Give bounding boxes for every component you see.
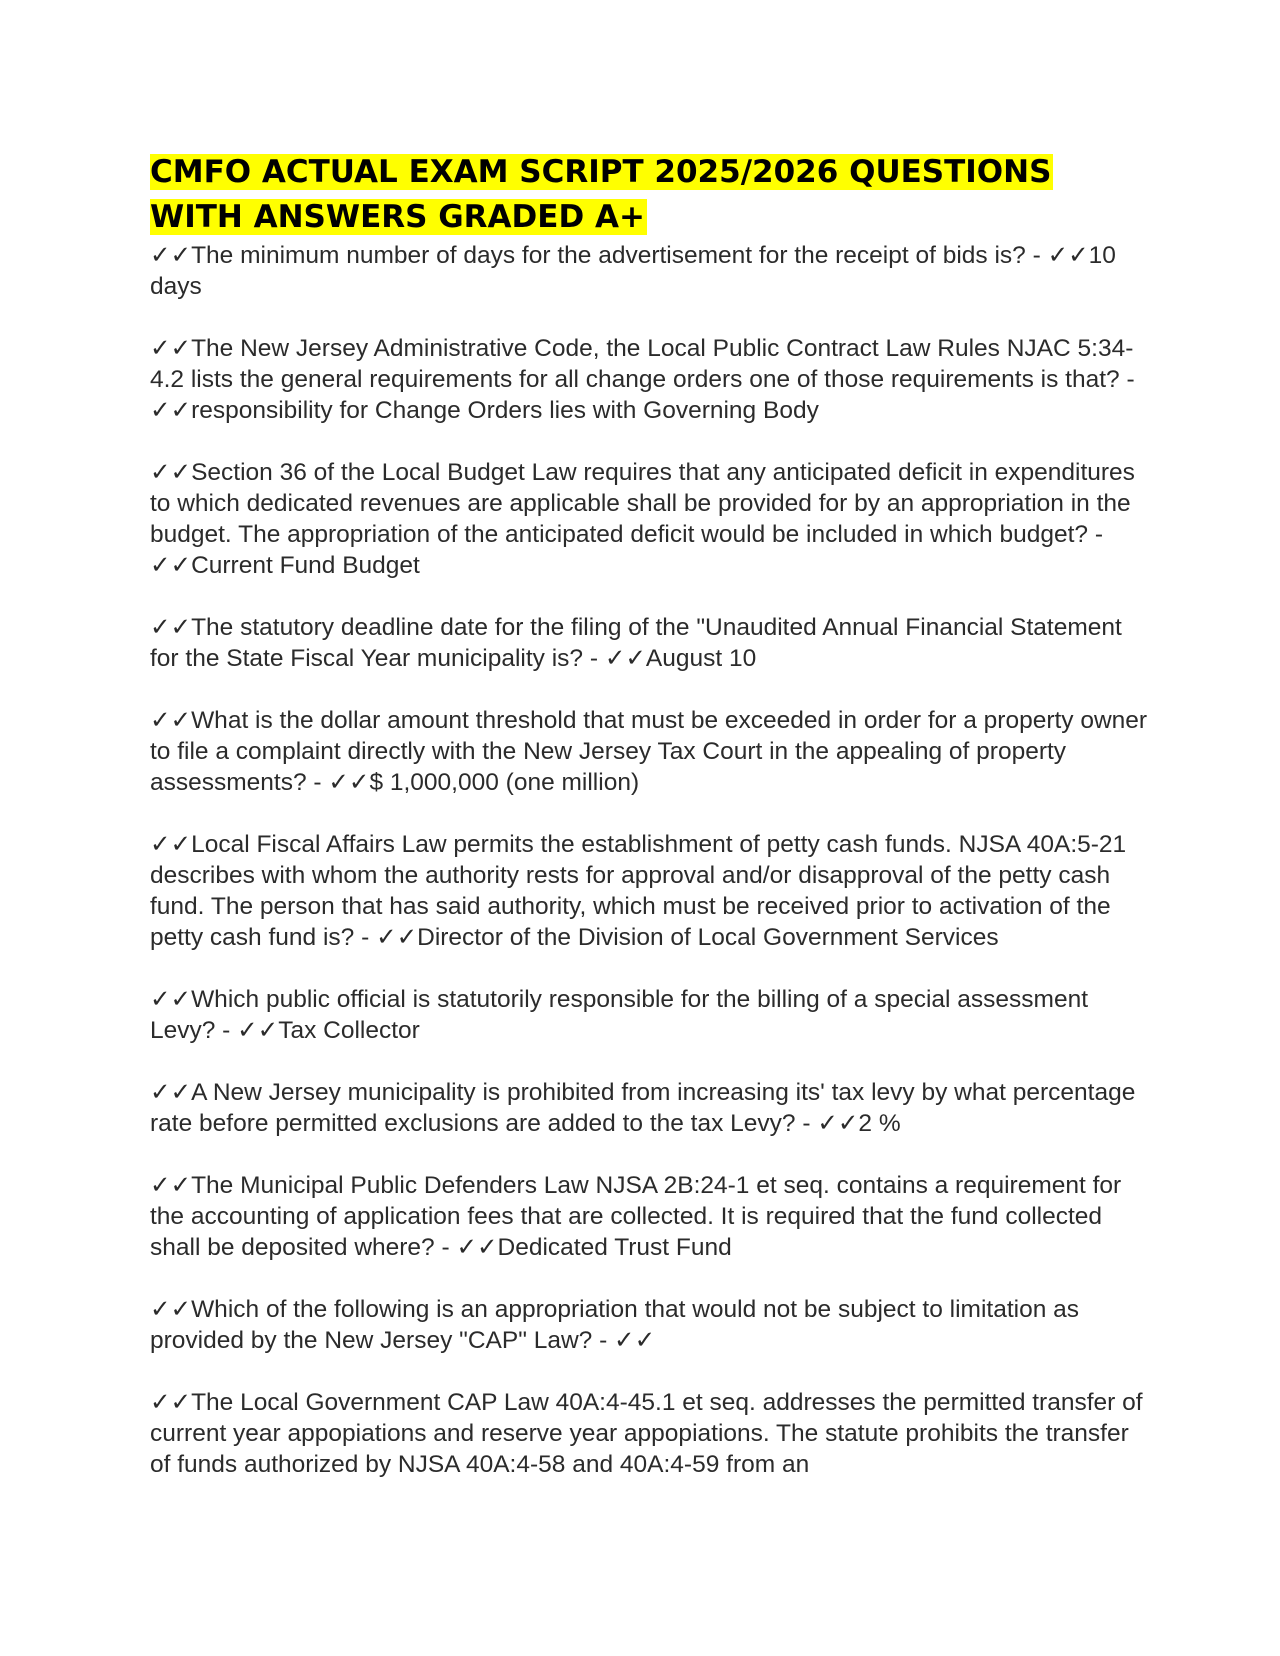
question-text: The New Jersey Administrative Code, the Local Public Contract Law Rules NJAC 5:34-4.2 lists the general requirements for all change orders one of those requirements is that? - — [150, 335, 1135, 393]
check-mark-icon: ✓✓ — [150, 1172, 192, 1199]
question-text: Local Fiscal Affairs Law permits the establishment of petty cash funds. NJSA 40A:5-21 describes with whom the authority rests for approval and/or disapproval of the petty cash fund. The person that has said authority, which must be received prior to activation of the petty cash fund is? - — [150, 831, 1127, 951]
check-mark-icon: ✓✓ — [456, 1234, 498, 1261]
check-mark-icon: ✓✓ — [604, 645, 646, 672]
answer-text: 10 days — [150, 242, 1116, 300]
question-text: The minimum number of days for the advertisement for the receipt of bids is? - — [191, 242, 1048, 269]
question-text: Which public official is statutorily responsible for the billing of a special assessment Levy? - — [150, 986, 1089, 1044]
check-mark-icon: ✓✓ — [817, 1110, 859, 1137]
answer-text: $ 1,000,000 (one million) — [369, 769, 640, 796]
qa-item — [150, 829, 1150, 953]
check-mark-icon: ✓✓ — [150, 1389, 192, 1416]
question-text: A New Jersey municipality is prohibited from increasing its' tax levy by what percentage rate before permitted exclusions are added to the tax Levy? - — [150, 1079, 1136, 1137]
check-mark-icon: ✓✓ — [328, 769, 370, 796]
check-mark-icon: ✓✓ — [150, 986, 192, 1013]
answer-text: 2 % — [858, 1110, 901, 1137]
qa-item — [150, 705, 1150, 798]
qa-item — [150, 612, 1150, 674]
qa-item — [150, 240, 1150, 302]
check-mark-icon: ✓✓ — [150, 335, 192, 362]
qa-list — [150, 240, 1150, 1480]
check-mark-icon: ✓✓ — [150, 459, 192, 486]
check-mark-icon: ✓✓ — [1047, 242, 1089, 269]
qa-item — [150, 984, 1150, 1046]
check-mark-icon: ✓✓ — [150, 1079, 192, 1106]
title-highlight: CMFO ACTUAL EXAM SCRIPT 2025/2026 QUESTIONS WITH ANSWERS GRADED A+ — [150, 154, 1052, 235]
qa-item — [150, 333, 1150, 426]
check-mark-icon: ✓✓ — [614, 1327, 656, 1354]
question-text: What is the dollar amount threshold that must be exceeded in order for a property owner to file a complaint directly with the New Jersey Tax Court in the appealing of property assessments? - — [150, 707, 1148, 796]
question-text: The Municipal Public Defenders Law NJSA 2B:24-1 et seq. contains a requirement for the accounting of application fees that are collected. It is required that the fund collected shall be deposited where? - — [150, 1172, 1122, 1261]
check-mark-icon: ✓✓ — [237, 1017, 279, 1044]
document-page — [150, 150, 1150, 1511]
document-title — [150, 150, 1150, 240]
qa-item — [150, 457, 1150, 581]
check-mark-icon: ✓✓ — [150, 242, 192, 269]
question-text: Section 36 of the Local Budget Law requires that any anticipated deficit in expenditures to which dedicated revenues are applicable shall be provided for by an appropriation in the budget. The appropriation of the anticipated deficit would be included in which budget? - — [150, 459, 1135, 548]
qa-item — [150, 1387, 1150, 1480]
qa-item — [150, 1170, 1150, 1263]
check-mark-icon: ✓✓ — [150, 614, 192, 641]
check-mark-icon: ✓✓ — [150, 831, 192, 858]
answer-text: Tax Collector — [278, 1017, 420, 1044]
qa-item — [150, 1294, 1150, 1356]
answer-text: Director of the Division of Local Government Services — [417, 924, 999, 951]
answer-text: Dedicated Trust Fund — [497, 1234, 732, 1261]
check-mark-icon: ✓✓ — [150, 397, 192, 424]
answer-text: responsibility for Change Orders lies with Governing Body — [191, 397, 819, 424]
question-text: The statutory deadline date for the filing of the "Unaudited Annual Financial Statement for the State Fiscal Year municipality is? - — [150, 614, 1122, 672]
question-text: The Local Government CAP Law 40A:4-45.1 et seq. addresses the permitted transfer of current year appopiations and reserve year appopiations. The statute prohibits the transfer of funds authorized by NJSA 40A:4-58 and 40A:4-59 from an — [150, 1389, 1143, 1478]
check-mark-icon: ✓✓ — [150, 552, 192, 579]
check-mark-icon: ✓✓ — [150, 707, 192, 734]
qa-item — [150, 1077, 1150, 1139]
question-text: Which of the following is an appropriation that would not be subject to limitation as provided by the New Jersey "CAP" Law? - — [150, 1296, 1080, 1354]
check-mark-icon: ✓✓ — [150, 1296, 192, 1323]
check-mark-icon: ✓✓ — [376, 924, 418, 951]
answer-text: Current Fund Budget — [191, 552, 420, 579]
answer-text: August 10 — [645, 645, 757, 672]
